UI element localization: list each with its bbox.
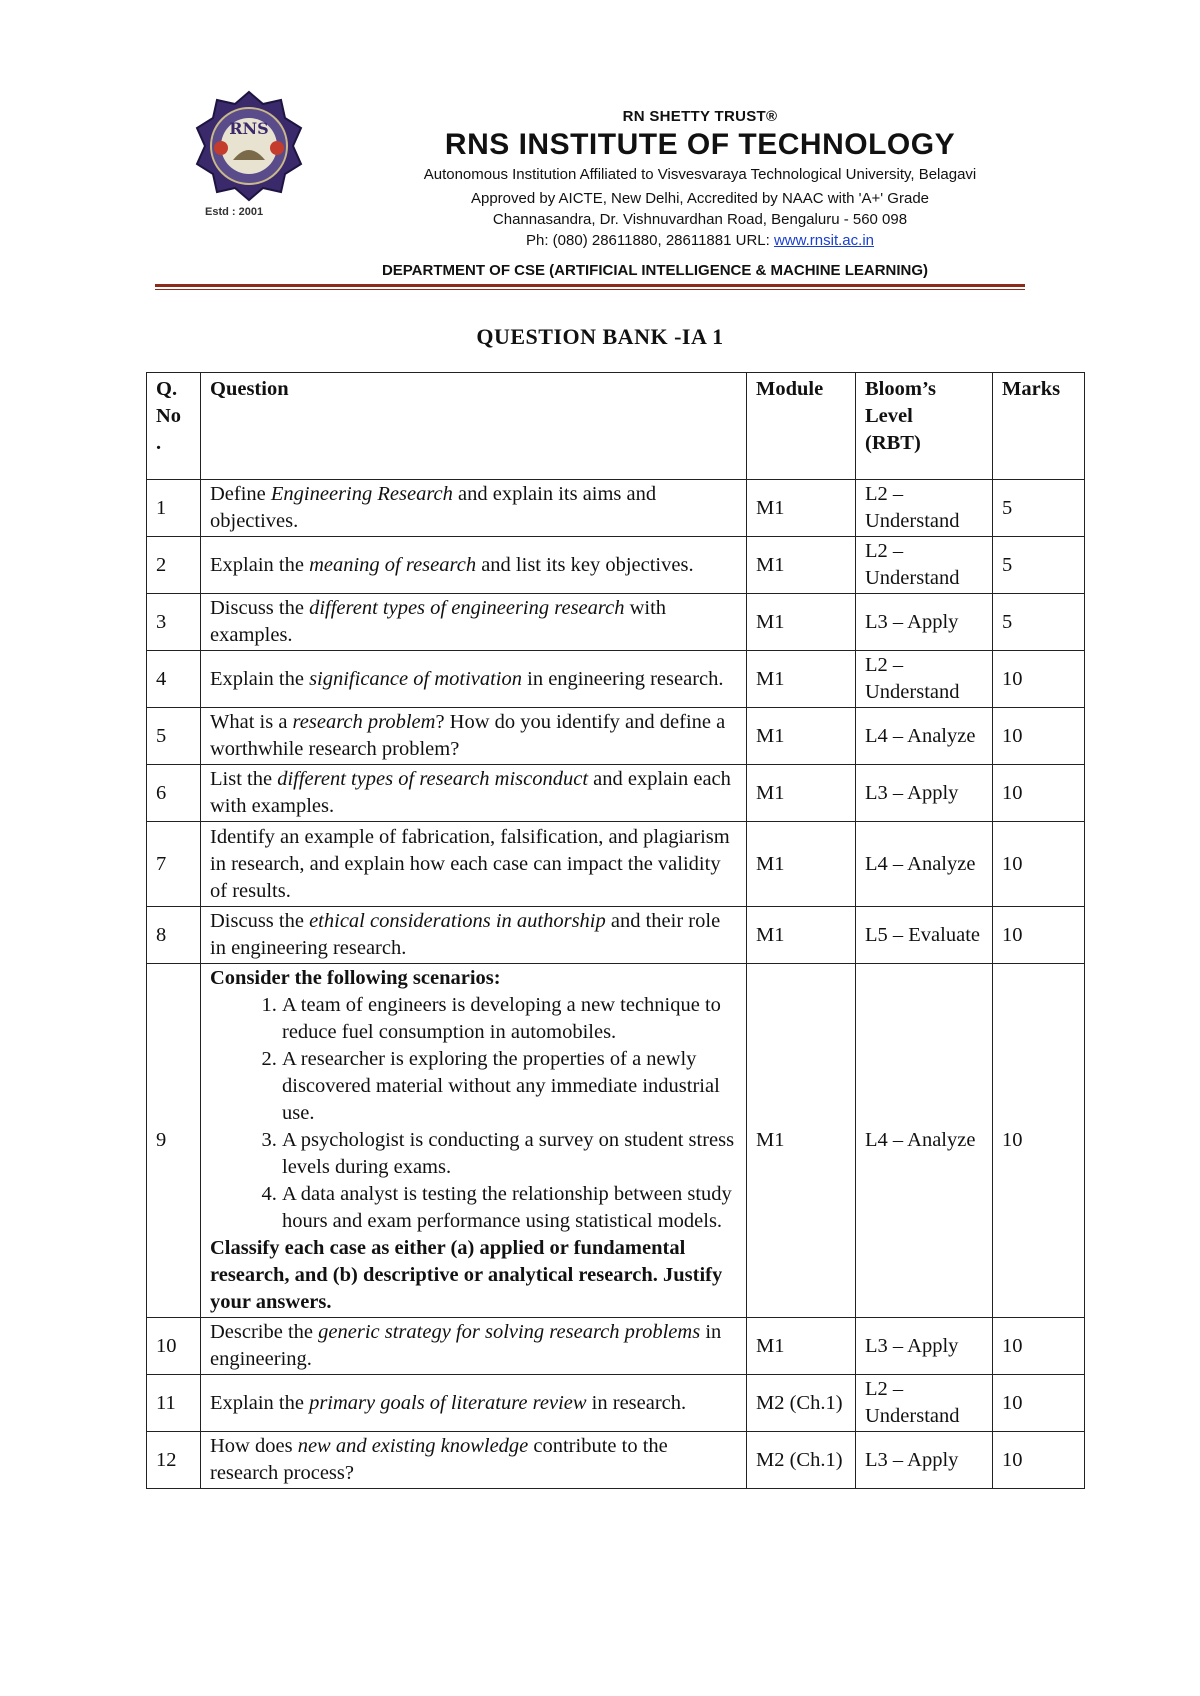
scenario-task: Classify each case as either (a) applied or fundamental research, and (b) descriptive or analytical research. Justify your answers. [210,1237,723,1313]
marks-cell: 5 [993,537,1085,594]
question-number: 12 [147,1432,201,1489]
table-row [147,480,1085,537]
question-text-part: Explain the [210,1391,310,1414]
question-number: 11 [147,1375,201,1432]
blooms-header-line: Bloom’s [865,378,936,400]
table-row [147,1375,1085,1432]
scenario-item: 2. A researcher is exploring the properties of a newly discovered material without any immediate industrial use. [282,1046,737,1127]
question-text [201,1375,747,1432]
marks-cell: 10 [993,1375,1085,1432]
blooms-level-cell: L3 – Apply [856,1318,993,1375]
question-text-part: in engineering. [210,1321,722,1370]
module-cell: M1 [747,964,856,1318]
question-emphasis: different types of engineering research [309,597,625,619]
question-text-part: Discuss the [210,597,310,619]
qno-header-line: Q. [156,378,178,400]
question-emphasis: Engineering Research [270,483,453,505]
blooms-level-cell: L2 – Understand [856,537,993,594]
question-text-part: with examples. [210,597,667,646]
trust-name: RN SHETTY TRUST® [622,108,778,125]
scenario-item: 1. A team of engineers is developing a new technique to reduce fuel consumption in automobiles. [282,992,737,1046]
blooms-level-cell: L4 – Analyze [856,964,993,1318]
module-cell: M1 [747,907,856,964]
phone-text: Ph: (080) 28611880, 28611881 URL: [526,232,774,249]
website-link[interactable]: www.rnsit.ac.in [773,232,874,249]
scenario-intro: Consider the following scenarios: [210,967,501,989]
marks-cell: 10 [993,907,1085,964]
question-text [201,537,747,594]
question-text-part: contribute to the research process? [210,1435,668,1484]
table-row [147,822,1085,907]
blooms-level-cell: L5 – Evaluate [856,907,993,964]
question-text-part: What is a [210,711,293,733]
department-name: DEPARTMENT OF CSE (ARTIFICIAL INTELLIGENCE & MACHINE LEARNING) [381,262,929,279]
col-header-qno [147,373,201,480]
marks-cell: 10 [993,964,1085,1318]
question-text-part: List the [210,768,278,790]
contact-line [300,232,1100,249]
module-cell: M1 [747,708,856,765]
question-text-part: in engineering research. [522,667,724,690]
question-text-part: in research. [586,1391,687,1414]
question-text [201,480,747,537]
question-emphasis: significance of motivation [309,667,523,690]
blooms-level-cell: L4 – Analyze [856,708,993,765]
scenario-item: 3. A psychologist is conducting a survey on student stress levels during exams. [282,1127,737,1181]
table-row [147,537,1085,594]
question-number: 1 [147,480,201,537]
question-emphasis: meaning of research [309,553,477,576]
affiliation-line: Autonomous Institution Affiliated to Visvesvaraya Technological University, Belagavi [423,166,977,183]
page-title: QUESTION BANK -IA 1 [476,324,724,349]
question-text-part: Define [210,483,271,505]
table-row [147,765,1085,822]
question-text [201,708,747,765]
blooms-level-cell: L4 – Analyze [856,822,993,907]
question-text [201,651,747,708]
table-row [147,651,1085,708]
address-line: Channasandra, Dr. Vishnuvardhan Road, Bengaluru - 560 098 [492,211,908,228]
question-number: 4 [147,651,201,708]
col-header-module: Module [747,373,856,480]
table-header-row [147,373,1085,480]
accreditation-line: Approved by AICTE, New Delhi, Accredited by NAAC with 'A+' Grade [470,190,929,207]
module-cell: M1 [747,1318,856,1375]
module-cell: M1 [747,480,856,537]
question-text-part: and list its key objectives. [476,553,694,576]
blooms-level-cell: L2 – Understand [856,1375,993,1432]
question-number: 6 [147,765,201,822]
question-text-part: Explain the [210,553,310,576]
question-emphasis: primary goals of literature review [309,1391,587,1414]
table-row [147,594,1085,651]
marks-cell: 5 [993,480,1085,537]
marks-cell: 10 [993,1318,1085,1375]
table-row [147,1432,1085,1489]
module-cell: M2 (Ch.1) [747,1432,856,1489]
scenario-list [210,992,737,1235]
marks-cell: 10 [993,708,1085,765]
module-cell: M1 [747,594,856,651]
module-cell: M1 [747,651,856,708]
question-text-part: Discuss the [210,910,310,932]
question-emphasis: generic strategy for solving research problems [318,1321,701,1343]
established-year: Estd : 2001 [205,206,264,218]
question-text [201,907,747,964]
marks-cell: 10 [993,1432,1085,1489]
blooms-header-line: Level [865,405,913,427]
question-text [201,594,747,651]
blooms-level-cell: L3 – Apply [856,1432,993,1489]
table-row [147,1318,1085,1375]
col-header-question: Question [201,373,747,480]
marks-cell: 10 [993,822,1085,907]
question-text-part: Identify an example of fabrication, falsification, and plagiarism in research, and explain how each case can impact the validity of results. [210,825,730,902]
marks-cell: 5 [993,594,1085,651]
blooms-level-cell: L2 – Understand [856,651,993,708]
qno-header-line: . [156,432,162,454]
table-row [147,907,1085,964]
module-cell: M2 (Ch.1) [747,1375,856,1432]
question-text [201,765,747,822]
question-text [201,1318,747,1375]
scenario-item: 4. A data analyst is testing the relationship between study hours and exam performance using statistical models. [282,1181,737,1235]
question-text-part: Describe the [210,1321,319,1343]
question-emphasis: different types of research misconduct [277,768,589,790]
question-number: 7 [147,822,201,907]
qno-header-line: No [156,405,182,427]
question-number: 2 [147,537,201,594]
blooms-level-cell: L3 – Apply [856,594,993,651]
table-row [147,964,1085,1318]
blooms-level-cell: L3 – Apply [856,765,993,822]
header-rule-thin [155,289,1025,290]
marks-cell: 10 [993,765,1085,822]
question-number: 5 [147,708,201,765]
question-emphasis: research problem [292,711,436,733]
question-table [146,372,1085,1489]
header-rule [155,284,1025,287]
svg-text:RNS: RNS [229,119,269,138]
question-text-part: ? How do you identify and define a worthwhile research problem? [210,711,726,760]
question-text [201,822,747,907]
question-number: 9 [147,964,201,1318]
question-text [201,1432,747,1489]
question-emphasis: new and existing knowledge [297,1435,529,1457]
institute-logo [193,90,305,202]
question-text-part: How does [210,1435,298,1457]
marks-cell: 10 [993,651,1085,708]
blooms-level-cell: L2 – Understand [856,480,993,537]
question-number: 3 [147,594,201,651]
module-cell: M1 [747,765,856,822]
col-header-marks: Marks [993,373,1085,480]
institute-name: RNS INSTITUTE OF TECHNOLOGY [444,128,956,161]
question-text-part: Explain the [210,667,310,690]
module-cell: M1 [747,537,856,594]
question-text [201,964,747,1318]
col-header-blooms-level [856,373,993,480]
module-cell: M1 [747,822,856,907]
blooms-header-line: (RBT) [865,432,921,454]
question-text-part: and explain its aims and objectives. [210,483,657,532]
question-number: 10 [147,1318,201,1375]
question-number: 8 [147,907,201,964]
question-emphasis: ethical considerations in authorship [309,910,606,932]
question-text-part: and their role in engineering research. [210,910,721,959]
question-text-part: and explain each with examples. [210,768,731,817]
table-row [147,708,1085,765]
